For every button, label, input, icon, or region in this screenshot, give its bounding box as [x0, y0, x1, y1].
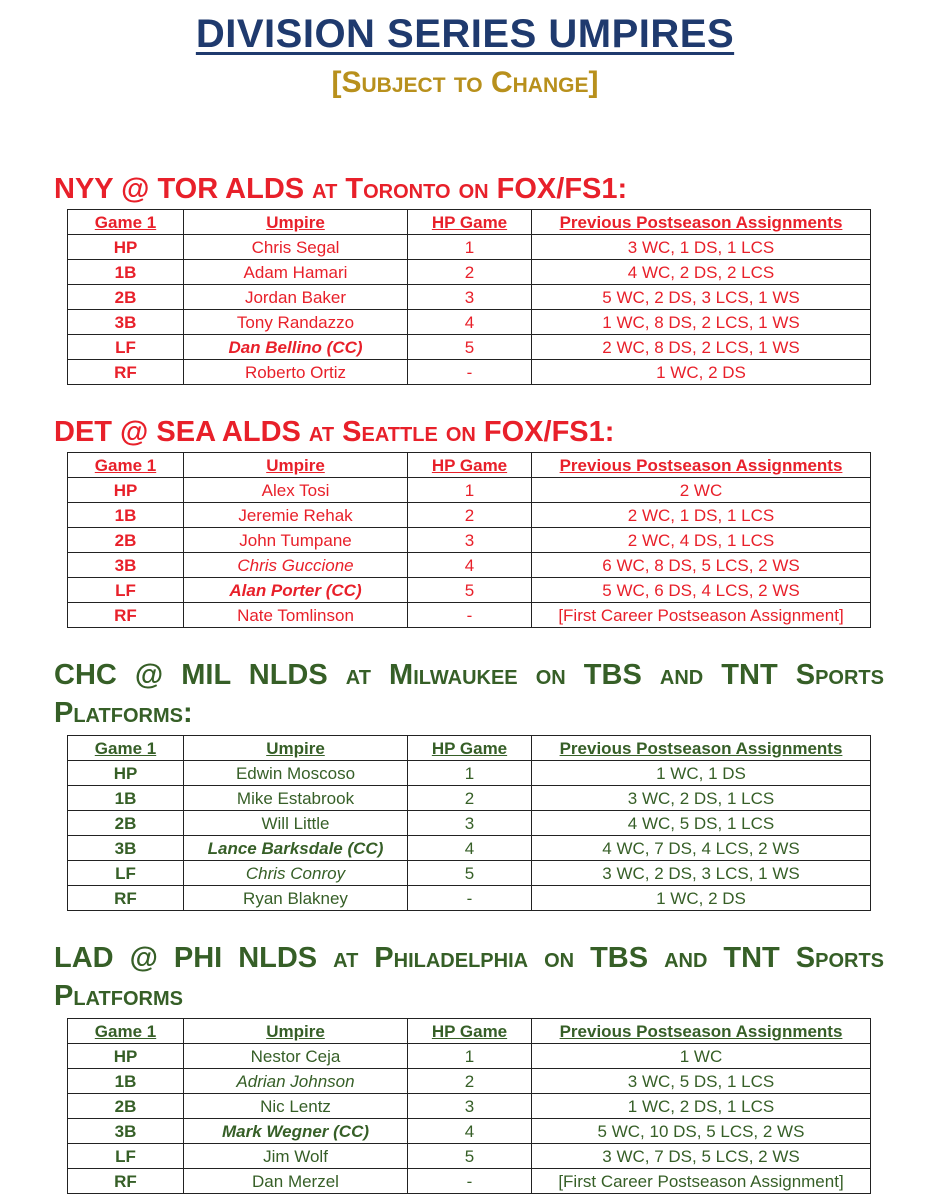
table-row	[68, 886, 871, 911]
position-cell: LF	[68, 1144, 184, 1169]
col-header-previous: Previous Postseason Assignments	[532, 736, 871, 761]
position-cell: HP	[68, 478, 184, 503]
previous-cell: 5 WC, 2 DS, 3 LCS, 1 WS	[532, 285, 871, 310]
position-cell: RF	[68, 360, 184, 385]
table-row	[68, 578, 871, 603]
col-header-umpire: Umpire	[184, 736, 408, 761]
umpire-cell: Jeremie Rehak	[184, 503, 408, 528]
table-row	[68, 335, 871, 360]
series-heading-lad-phi: LAD @ PHI NLDS at Philadelphia on TBS and TNT Sports Platforms	[54, 942, 884, 1012]
umpire-cell: Jim Wolf	[184, 1144, 408, 1169]
umpire-cell: Chris Segal	[184, 235, 408, 260]
umpire-cell: Will Little	[184, 811, 408, 836]
hp-game-cell: 2	[408, 503, 532, 528]
position-cell: HP	[68, 235, 184, 260]
table-row	[68, 1119, 871, 1144]
crew-chief-umpire-cell: Mark Wegner (CC)	[184, 1119, 408, 1144]
position-cell: LF	[68, 335, 184, 360]
position-cell: 3B	[68, 836, 184, 861]
umpire-cell: Adam Hamari	[184, 260, 408, 285]
previous-cell: 2 WC, 8 DS, 2 LCS, 1 WS	[532, 335, 871, 360]
previous-cell: 1 WC, 2 DS	[532, 886, 871, 911]
previous-cell: 3 WC, 1 DS, 1 LCS	[532, 235, 871, 260]
table-row	[68, 310, 871, 335]
col-header-game: Game 1	[68, 1019, 184, 1044]
hp-game-cell: 3	[408, 528, 532, 553]
crew-chief-umpire-cell: Lance Barksdale (CC)	[184, 836, 408, 861]
table-header-row	[68, 736, 871, 761]
umpire-cell: Roberto Ortiz	[184, 360, 408, 385]
position-cell: RF	[68, 886, 184, 911]
umpire-cell: Ryan Blakney	[184, 886, 408, 911]
table-row	[68, 528, 871, 553]
hp-game-cell: 1	[408, 761, 532, 786]
previous-cell: 2 WC	[532, 478, 871, 503]
previous-cell: 2 WC, 1 DS, 1 LCS	[532, 503, 871, 528]
position-cell: HP	[68, 1044, 184, 1069]
previous-cell: 3 WC, 5 DS, 1 LCS	[532, 1069, 871, 1094]
page-title-text: DIVISION SERIES UMPIRES	[195, 12, 735, 56]
table-row	[68, 1144, 871, 1169]
hp-game-cell: 3	[408, 285, 532, 310]
table-row	[68, 811, 871, 836]
position-cell: 1B	[68, 1069, 184, 1094]
position-cell: LF	[68, 578, 184, 603]
previous-cell: 1 WC, 2 DS, 1 LCS	[532, 1094, 871, 1119]
col-header-hp-game: HP Game	[408, 453, 532, 478]
umpire-table-det-sea	[67, 452, 871, 628]
position-cell: 3B	[68, 1119, 184, 1144]
umpire-table-nyy-tor	[67, 209, 871, 385]
crew-chief-umpire-cell: Dan Bellino (CC)	[184, 335, 408, 360]
hp-game-cell: -	[408, 886, 532, 911]
position-cell: 2B	[68, 1094, 184, 1119]
col-header-umpire: Umpire	[184, 1019, 408, 1044]
umpire-cell: Nestor Ceja	[184, 1044, 408, 1069]
previous-cell: [First Career Postseason Assignment]	[532, 603, 871, 628]
hp-game-cell: 5	[408, 335, 532, 360]
position-cell: 1B	[68, 786, 184, 811]
series-heading-chc-mil: CHC @ MIL NLDS at Milwaukee on TBS and TNT Sports Platforms:	[54, 659, 884, 729]
hp-game-cell: 3	[408, 1094, 532, 1119]
previous-cell: 6 WC, 8 DS, 5 LCS, 2 WS	[532, 553, 871, 578]
hp-game-cell: 3	[408, 811, 532, 836]
page-title	[0, 12, 930, 57]
table-row	[68, 786, 871, 811]
series-heading-nyy-tor: NYY @ TOR ALDS at Toronto on FOX/FS1:	[54, 173, 628, 205]
table-row	[68, 861, 871, 886]
previous-cell: 3 WC, 7 DS, 5 LCS, 2 WS	[532, 1144, 871, 1169]
umpire-cell: Alex Tosi	[184, 478, 408, 503]
hp-game-cell: 2	[408, 786, 532, 811]
col-header-hp-game: HP Game	[408, 736, 532, 761]
table-row	[68, 1169, 871, 1194]
position-cell: 1B	[68, 503, 184, 528]
hp-game-cell: 1	[408, 478, 532, 503]
table-row	[68, 1094, 871, 1119]
previous-cell: 3 WC, 2 DS, 1 LCS	[532, 786, 871, 811]
position-cell: LF	[68, 861, 184, 886]
previous-cell: 3 WC, 2 DS, 3 LCS, 1 WS	[532, 861, 871, 886]
previous-cell: [First Career Postseason Assignment]	[532, 1169, 871, 1194]
series-heading-det-sea: DET @ SEA ALDS at Seattle on FOX/FS1:	[54, 416, 615, 448]
position-cell: HP	[68, 761, 184, 786]
position-cell: 2B	[68, 285, 184, 310]
position-cell: 3B	[68, 310, 184, 335]
col-header-umpire: Umpire	[184, 210, 408, 235]
hp-game-cell: 4	[408, 1119, 532, 1144]
col-header-game: Game 1	[68, 453, 184, 478]
umpire-cell: Nate Tomlinson	[184, 603, 408, 628]
hp-game-cell: 2	[408, 260, 532, 285]
table-header-row	[68, 1019, 871, 1044]
page-subtitle: [Subject to Change]	[331, 66, 599, 99]
hp-game-cell: 1	[408, 1044, 532, 1069]
previous-cell: 5 WC, 6 DS, 4 LCS, 2 WS	[532, 578, 871, 603]
col-header-hp-game: HP Game	[408, 1019, 532, 1044]
umpire-cell: Chris Conroy	[184, 861, 408, 886]
position-cell: 3B	[68, 553, 184, 578]
table-row	[68, 1044, 871, 1069]
col-header-previous: Previous Postseason Assignments	[532, 210, 871, 235]
col-header-previous: Previous Postseason Assignments	[532, 1019, 871, 1044]
umpire-cell: Jordan Baker	[184, 285, 408, 310]
col-header-hp-game: HP Game	[408, 210, 532, 235]
hp-game-cell: 5	[408, 1144, 532, 1169]
hp-game-cell: -	[408, 1169, 532, 1194]
crew-chief-umpire-cell: Alan Porter (CC)	[184, 578, 408, 603]
umpire-table-lad-phi	[67, 1018, 871, 1194]
table-row	[68, 260, 871, 285]
hp-game-cell: 4	[408, 836, 532, 861]
table-row	[68, 553, 871, 578]
previous-cell: 4 WC, 2 DS, 2 LCS	[532, 260, 871, 285]
position-cell: RF	[68, 603, 184, 628]
table-row	[68, 235, 871, 260]
table-row	[68, 503, 871, 528]
umpire-cell: Dan Merzel	[184, 1169, 408, 1194]
hp-game-cell: -	[408, 360, 532, 385]
umpire-cell: Mike Estabrook	[184, 786, 408, 811]
umpire-cell: Edwin Moscoso	[184, 761, 408, 786]
table-row	[68, 285, 871, 310]
previous-cell: 2 WC, 4 DS, 1 LCS	[532, 528, 871, 553]
umpire-cell: Chris Guccione	[184, 553, 408, 578]
hp-game-cell: 5	[408, 578, 532, 603]
position-cell: 2B	[68, 811, 184, 836]
hp-game-cell: 2	[408, 1069, 532, 1094]
position-cell: 1B	[68, 260, 184, 285]
previous-cell: 1 WC, 1 DS	[532, 761, 871, 786]
hp-game-cell: 4	[408, 310, 532, 335]
table-row	[68, 360, 871, 385]
previous-cell: 5 WC, 10 DS, 5 LCS, 2 WS	[532, 1119, 871, 1144]
table-header-row	[68, 210, 871, 235]
hp-game-cell: 5	[408, 861, 532, 886]
previous-cell: 1 WC, 8 DS, 2 LCS, 1 WS	[532, 310, 871, 335]
col-header-game: Game 1	[68, 210, 184, 235]
position-cell: 2B	[68, 528, 184, 553]
umpire-cell: John Tumpane	[184, 528, 408, 553]
col-header-game: Game 1	[68, 736, 184, 761]
umpire-cell: Tony Randazzo	[184, 310, 408, 335]
hp-game-cell: 4	[408, 553, 532, 578]
col-header-previous: Previous Postseason Assignments	[532, 453, 871, 478]
umpire-table-chc-mil	[67, 735, 871, 911]
hp-game-cell: 1	[408, 235, 532, 260]
table-row	[68, 836, 871, 861]
table-row	[68, 1069, 871, 1094]
position-cell: RF	[68, 1169, 184, 1194]
previous-cell: 1 WC, 2 DS	[532, 360, 871, 385]
umpire-cell: Nic Lentz	[184, 1094, 408, 1119]
hp-game-cell: -	[408, 603, 532, 628]
col-header-umpire: Umpire	[184, 453, 408, 478]
table-header-row	[68, 453, 871, 478]
previous-cell: 1 WC	[532, 1044, 871, 1069]
table-row	[68, 603, 871, 628]
table-row	[68, 761, 871, 786]
table-row	[68, 478, 871, 503]
previous-cell: 4 WC, 7 DS, 4 LCS, 2 WS	[532, 836, 871, 861]
umpire-cell: Adrian Johnson	[184, 1069, 408, 1094]
previous-cell: 4 WC, 5 DS, 1 LCS	[532, 811, 871, 836]
